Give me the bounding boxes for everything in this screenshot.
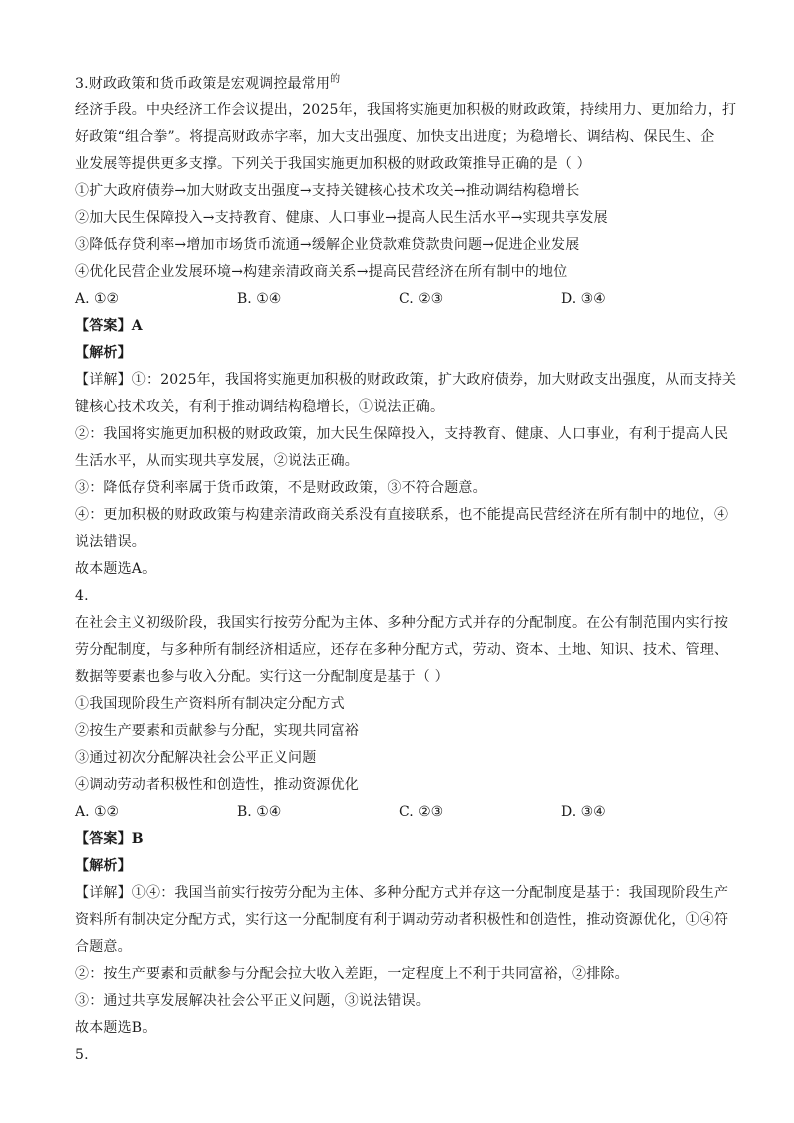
- q3-item-3: ③降低存贷利率→增加市场货币流通→缓解企业贷款难贷款贵问题→促进企业发展: [75, 237, 580, 253]
- q3-analysis-line-5: ③：降低存贷利率属于货币政策，不是财政政策，③不符合题意。: [75, 480, 487, 496]
- q4-option-d: D. ③④: [561, 804, 606, 820]
- q3-title-text: 3.财政政策和货币政策是宏观调控最常用: [75, 76, 331, 92]
- q4-item-2: ②按生产要素和贡献参与分配，实现共同富裕: [75, 723, 359, 739]
- q3-analysis-line-1: 【详解】①：2025年，我国将实施更加积极的财政政策，扩大政府债券，加大财政支出强度，从而支持关: [75, 372, 737, 388]
- q4-option-b: B. ①④: [237, 804, 282, 820]
- q4-option-c: C. ②③: [399, 804, 444, 820]
- q4-stem-line-2: 劳分配制度，与多种所有制经济相适应，还存在多种分配方式，劳动、资本、土地、知识、技术、管理、: [75, 642, 729, 658]
- q4-item-4: ④调动劳动者积极性和创造性，推动资源优化: [75, 777, 359, 793]
- q4-item-3: ③通过初次分配解决社会公平正义问题: [75, 750, 317, 766]
- q4-option-a: A. ①②: [75, 804, 120, 820]
- q3-analysis-line-6: ④：更加积极的财政政策与构建亲清政商关系没有直接联系，也不能提高民营经济在所有制中的地位，④: [75, 507, 729, 523]
- q3-title-superscript: 的: [330, 74, 341, 85]
- q3-option-a: A. ①②: [75, 291, 120, 307]
- q4-stem-line-3: 数据等要素也参与收入分配。实行这一分配制度是基于（ ）: [75, 669, 449, 685]
- q4-analysis-line-4: ②：按生产要素和贡献参与分配会拉大收入差距，一定程度上不利于共同富裕，②排除。: [75, 966, 629, 982]
- q3-item-2: ②加大民生保障投入→支持教育、健康、人口事业→提高人民生活水平→实现共享发展: [75, 210, 608, 226]
- q4-analysis-line-2: 资料所有制决定分配方式，实行这一分配制度有利于调动劳动者积极性和创造性，推动资源优化，①④符: [75, 912, 729, 928]
- q4-analysis-line-5: ③：通过共享发展解决社会公平正义问题，③说法错误。: [75, 993, 430, 1009]
- q3-stem-line-3: 业发展等提供更多支撑。下列关于我国实施更加积极的财政政策推导正确的是（ ）: [75, 156, 591, 172]
- q3-analysis-label: 【解析】: [75, 345, 132, 361]
- q3-option-d: D. ③④: [561, 291, 606, 307]
- q4-stem-line-1: 在社会主义初级阶段，我国实行按劳分配为主体、多种分配方式并存的分配制度。在公有制范围内实行按: [75, 615, 729, 631]
- q3-analysis-line-8: 故本题选A。: [75, 561, 157, 577]
- q4-analysis-line-1: 【详解】①④：我国当前实行按劳分配为主体、多种分配方式并存这一分配制度是基于：我国现阶段生产: [75, 885, 729, 901]
- q4-analysis-line-3: 合题意。: [75, 939, 132, 955]
- q4-answer: 【答案】B: [75, 831, 144, 847]
- q3-title: [75, 70, 725, 94]
- q3-stem-line-2: 好政策“组合拳”。将提高财政赤字率，加大支出强度、加快支出进度；为稳增长、调结构、保民生、企: [75, 129, 715, 145]
- q4-analysis-line-6: 故本题选B。: [75, 1020, 157, 1036]
- q4-analysis-label: 【解析】: [75, 858, 132, 874]
- q3-option-b: B. ①④: [237, 291, 282, 307]
- q3-analysis-line-2: 键核心技术攻关，有利于推动调结构稳增长，①说法正确。: [75, 399, 445, 415]
- q4-item-1: ①我国现阶段生产资料所有制决定分配方式: [75, 696, 345, 712]
- q3-answer: 【答案】A: [75, 318, 143, 334]
- q3-item-1: ①扩大政府债券→加大财政支出强度→支持关键核心技术攻关→推动调结构稳增长: [75, 183, 580, 199]
- q3-option-c: C. ②③: [399, 291, 444, 307]
- q3-analysis-line-4: 生活水平，从而实现共享发展，②说法正确。: [75, 453, 359, 469]
- q3-stem-line-1: 经济手段。中央经济工作会议提出，2025年，我国将实施更加积极的财政政策，持续用力、更加给力，打: [75, 102, 737, 118]
- q5-number: 5.: [75, 1047, 89, 1063]
- q3-item-4: ④优化民营企业发展环境→构建亲清政商关系→提高民营经济在所有制中的地位: [75, 264, 568, 280]
- q3-analysis-line-3: ②：我国将实施更加积极的财政政策，加大民生保障投入，支持教育、健康、人口事业，有利于提高人民: [75, 426, 729, 442]
- q3-analysis-line-7: 说法错误。: [75, 534, 146, 550]
- q4-number: 4.: [75, 588, 89, 604]
